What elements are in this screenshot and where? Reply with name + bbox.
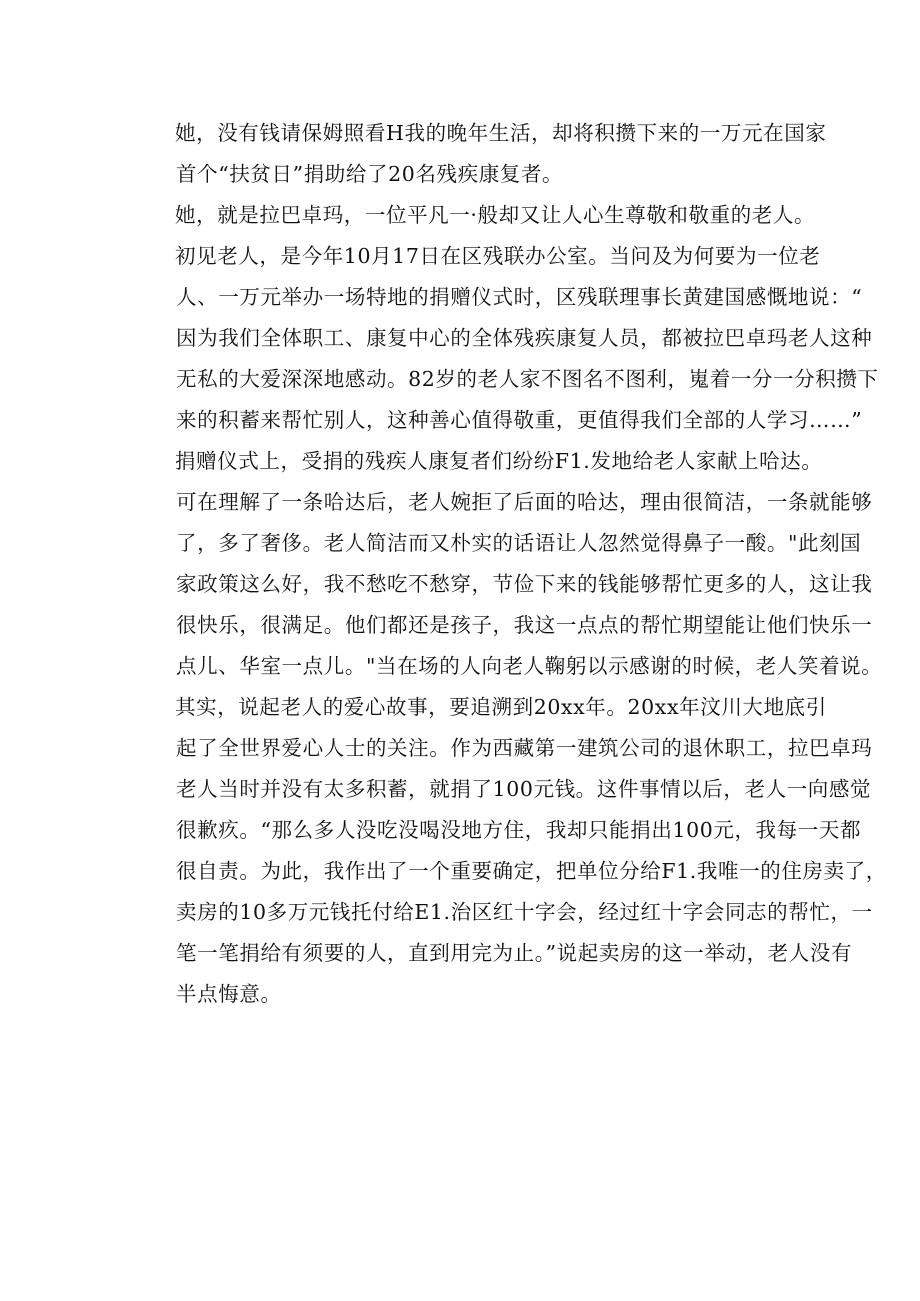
document-body	[133, 113, 887, 1015]
text-line: 人、一万元举办一场特地的捐赠仪式时，区残联理事长黄建国感慨地说：“	[176, 285, 863, 309]
text-line: 初见老人，是今年10月17日在区残联办公室。当问及为何要为一位老	[175, 244, 821, 268]
text-line: 了，多了奢侈。老人简洁而又朴实的话语让人忽然觉得鼻子一酸。"此刻国	[176, 531, 862, 555]
paragraph-2	[133, 195, 816, 236]
text-line: 半点悔意。	[176, 982, 282, 1006]
text-line: 很快乐，很满足。他们都还是孩子，我这一点点的帮忙期望能让他们快乐一	[176, 613, 873, 637]
text-line: 点儿、华室一点儿。"当在场的人向老人鞠躬以示感谢的时候，老人笑着说。	[176, 654, 883, 678]
text-line: 因为我们全体职工、康复中心的全体残疾康复人员，都被拉巴卓玛老人这种	[176, 326, 873, 350]
paragraph-5	[133, 687, 887, 1015]
text-line: 她，就是拉巴卓玛，一位平凡一·般却又让人心生尊敬和敬重的老人。	[175, 203, 816, 227]
paragraph-4	[133, 441, 883, 687]
text-line: 老人当时并没有太多积蓄，就捐了100元钱。这件事情以后，老人一向感觉	[176, 777, 872, 801]
paragraph-1	[133, 113, 827, 195]
text-line: 可在理解了一条哈达后，老人婉拒了后面的哈达，理由很简洁，一条就能够	[176, 490, 873, 514]
text-line: 起了全世界爱心人士的关注。作为西藏第一建筑公司的退休职工，拉巴卓玛	[176, 736, 873, 760]
text-line: 其实，说起老人的爱心故事，要追溯到20xx年。20xx年汶川大地底引	[175, 695, 827, 719]
text-line: 捐赠仪式上，受捐的残疾人康复者们纷纷F1.发地给老人家献上哈达。	[175, 449, 823, 473]
text-line: 她，没有钱请保姆照看H我的晚年生活，却将积攒下来的一万元在国家	[175, 121, 827, 145]
text-line: 很自责。为此，我作出了一个重要确定，把单位分给F1.我唯一的住房卖了，	[176, 859, 887, 883]
text-line: 首个“扶贫日”捐助给了20名残疾康复者。	[176, 162, 564, 186]
text-line: 卖房的10多万元钱托付给E1.治区红十字会，经过红十字会同志的帮忙，一	[176, 900, 873, 924]
text-line: 笔一笔捐给有须要的人，直到用完为止。”说起卖房的这一举动，老人没有	[176, 941, 853, 965]
text-line: 很歉疚。“那么多人没吃没喝没地方住，我却只能捐出100元，我每一天都	[176, 818, 862, 842]
text-line: 无私的大爱深深地感动。82岁的老人家不图名不图利，嵬着一分一分积攒下	[176, 367, 879, 391]
paragraph-3	[133, 236, 879, 441]
text-line: 家政策这么好，我不愁吃不愁穿，节俭下来的钱能够帮忙更多的人，这让我	[176, 572, 873, 596]
text-line: 来的积蓄来帮忙别人，这种善心值得敬重，更值得我们全部的人学习……”	[176, 408, 863, 432]
